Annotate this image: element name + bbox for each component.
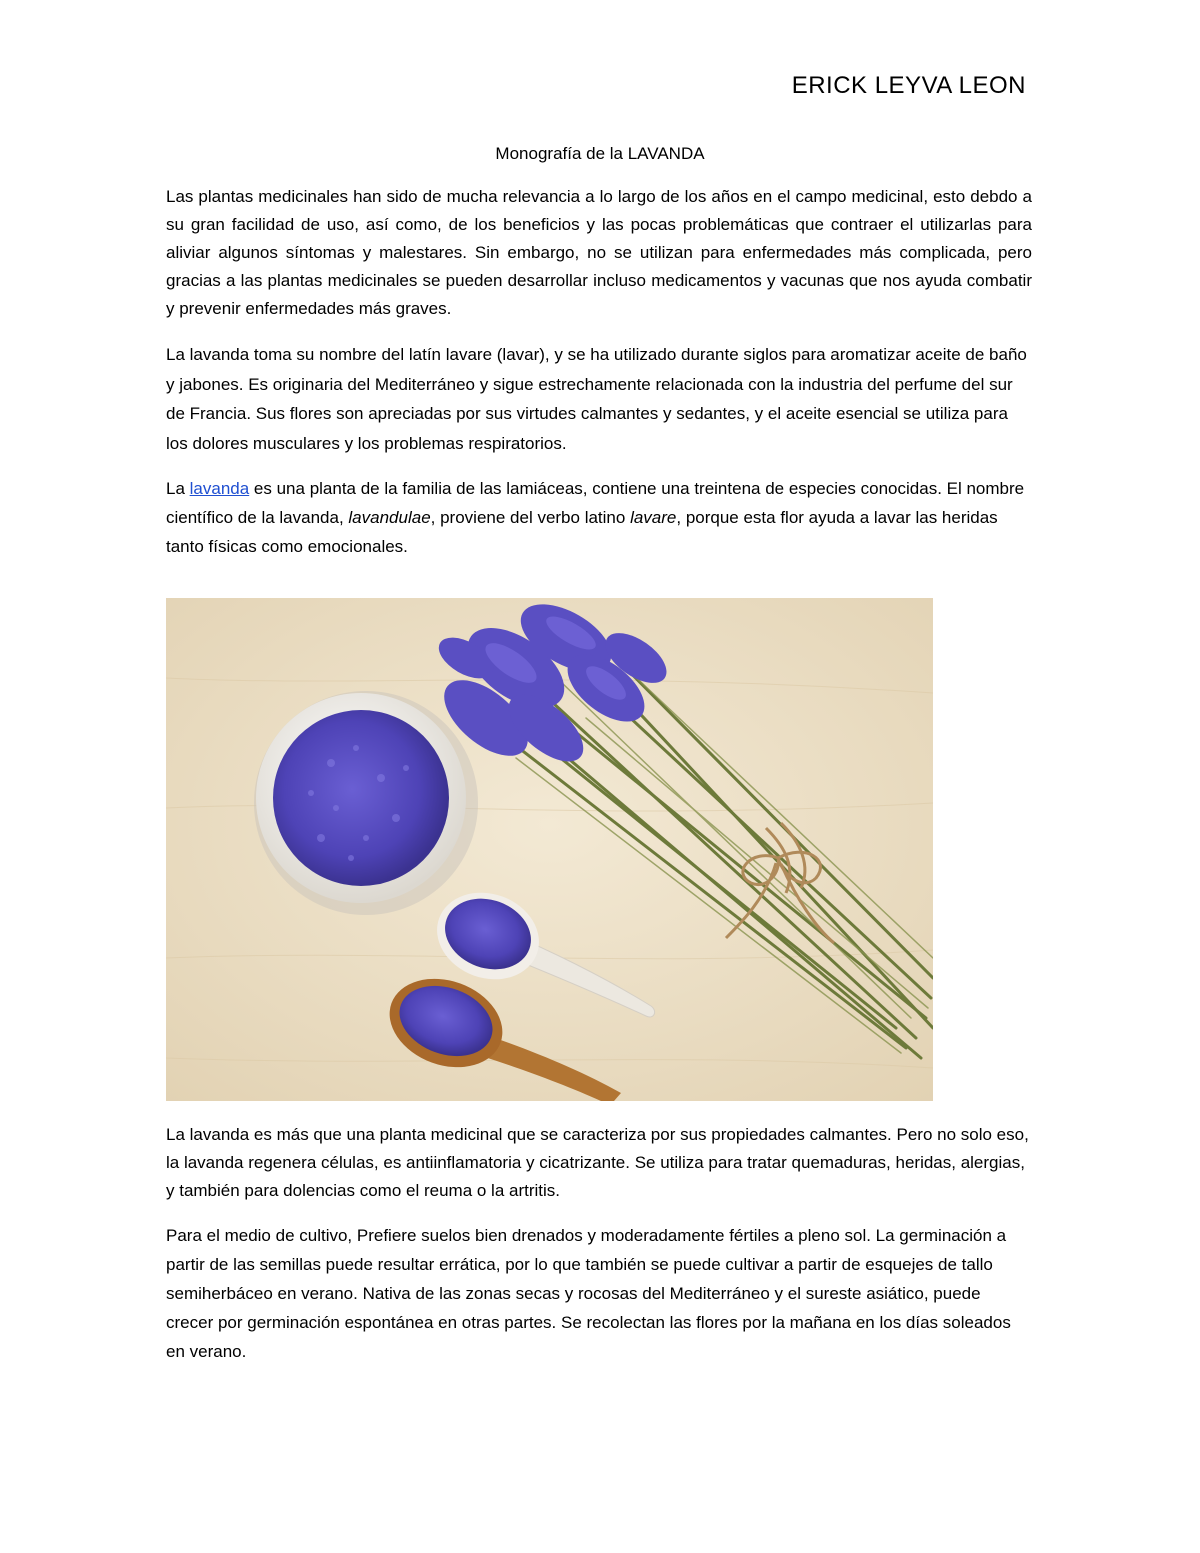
- header-author: ERICK LEYVA LEON: [791, 72, 1026, 99]
- paragraph-family: [166, 474, 1032, 561]
- text-segment: , proviene del verbo latino: [430, 508, 631, 527]
- paragraph-cultivation: Para el medio de cultivo, Prefiere suelos bien drenados y moderadamente fértiles a pleno sol. La germinación a partir de las semillas puede resultar errática, por lo que también se puede cultivar a partir de esquejes de tallo semiherbáceo en verano. Nativa de las zonas secas y rocosas del Mediterráneo y el sureste asiático, puede crecer por germinación espontánea en otras partes. Se recolectan las flores por la mañana en los días soleados en verano.: [166, 1226, 1011, 1361]
- text-segment: es una planta de la familia de las lamiáceas, contiene una treintena de especies conocidas. El nombre científico de la lavanda,: [166, 479, 1025, 527]
- paragraph-properties: La lavanda es más que una planta medicinal que se caracteriza por sus propiedades calmantes. Pero no solo eso, la lavanda regenera células, es antiinflamatoria y cicatrizante. Se utiliza para tratar quemaduras, heridas, alergias, y también para dolencias como el reuma o la artritis.: [166, 1125, 1029, 1200]
- bowl-of-lavender: [254, 691, 478, 915]
- text-segment: La: [166, 479, 190, 498]
- scientific-name: lavandulae: [348, 508, 431, 527]
- paragraph-intro: Las plantas medicinales han sido de mucha relevancia a lo largo de los años en el campo medicinal, esto debdo a su gran facilidad de uso, así como, de los beneficios y las pocas problemáticas que contraer el utilizarlas para aliviar algunos síntomas y malestares. Sin embargo, no se utilizan para enfermedades más complicada, pero gracias a las plantas medicinales se pueden desarrollar incluso medicamentos y vacunas que nos ayuda combatir y prevenir enfermedades más graves.: [166, 187, 1032, 318]
- lavender-photo: [166, 598, 933, 1101]
- document-title: Monografía de la LAVANDA: [495, 144, 705, 163]
- lavanda-link[interactable]: lavanda: [189, 479, 250, 498]
- latin-verb: lavare: [630, 508, 677, 527]
- paragraph-name-origin: La lavanda toma su nombre del latín lavare (lavar), y se ha utilizado durante siglos para aromatizar aceite de baño y jabones. Es originaria del Mediterráneo y sigue estrechamente relacionada con la industria del perfume del sur de Francia. Sus flores son apreciadas por sus virtudes calmantes y sedantes, y el aceite esencial se utiliza para los dolores musculares y los problemas respiratorios.: [166, 345, 1027, 453]
- text-segment: , porque esta flor ayuda a lavar las heridas tanto físicas como emocionales.: [166, 508, 998, 556]
